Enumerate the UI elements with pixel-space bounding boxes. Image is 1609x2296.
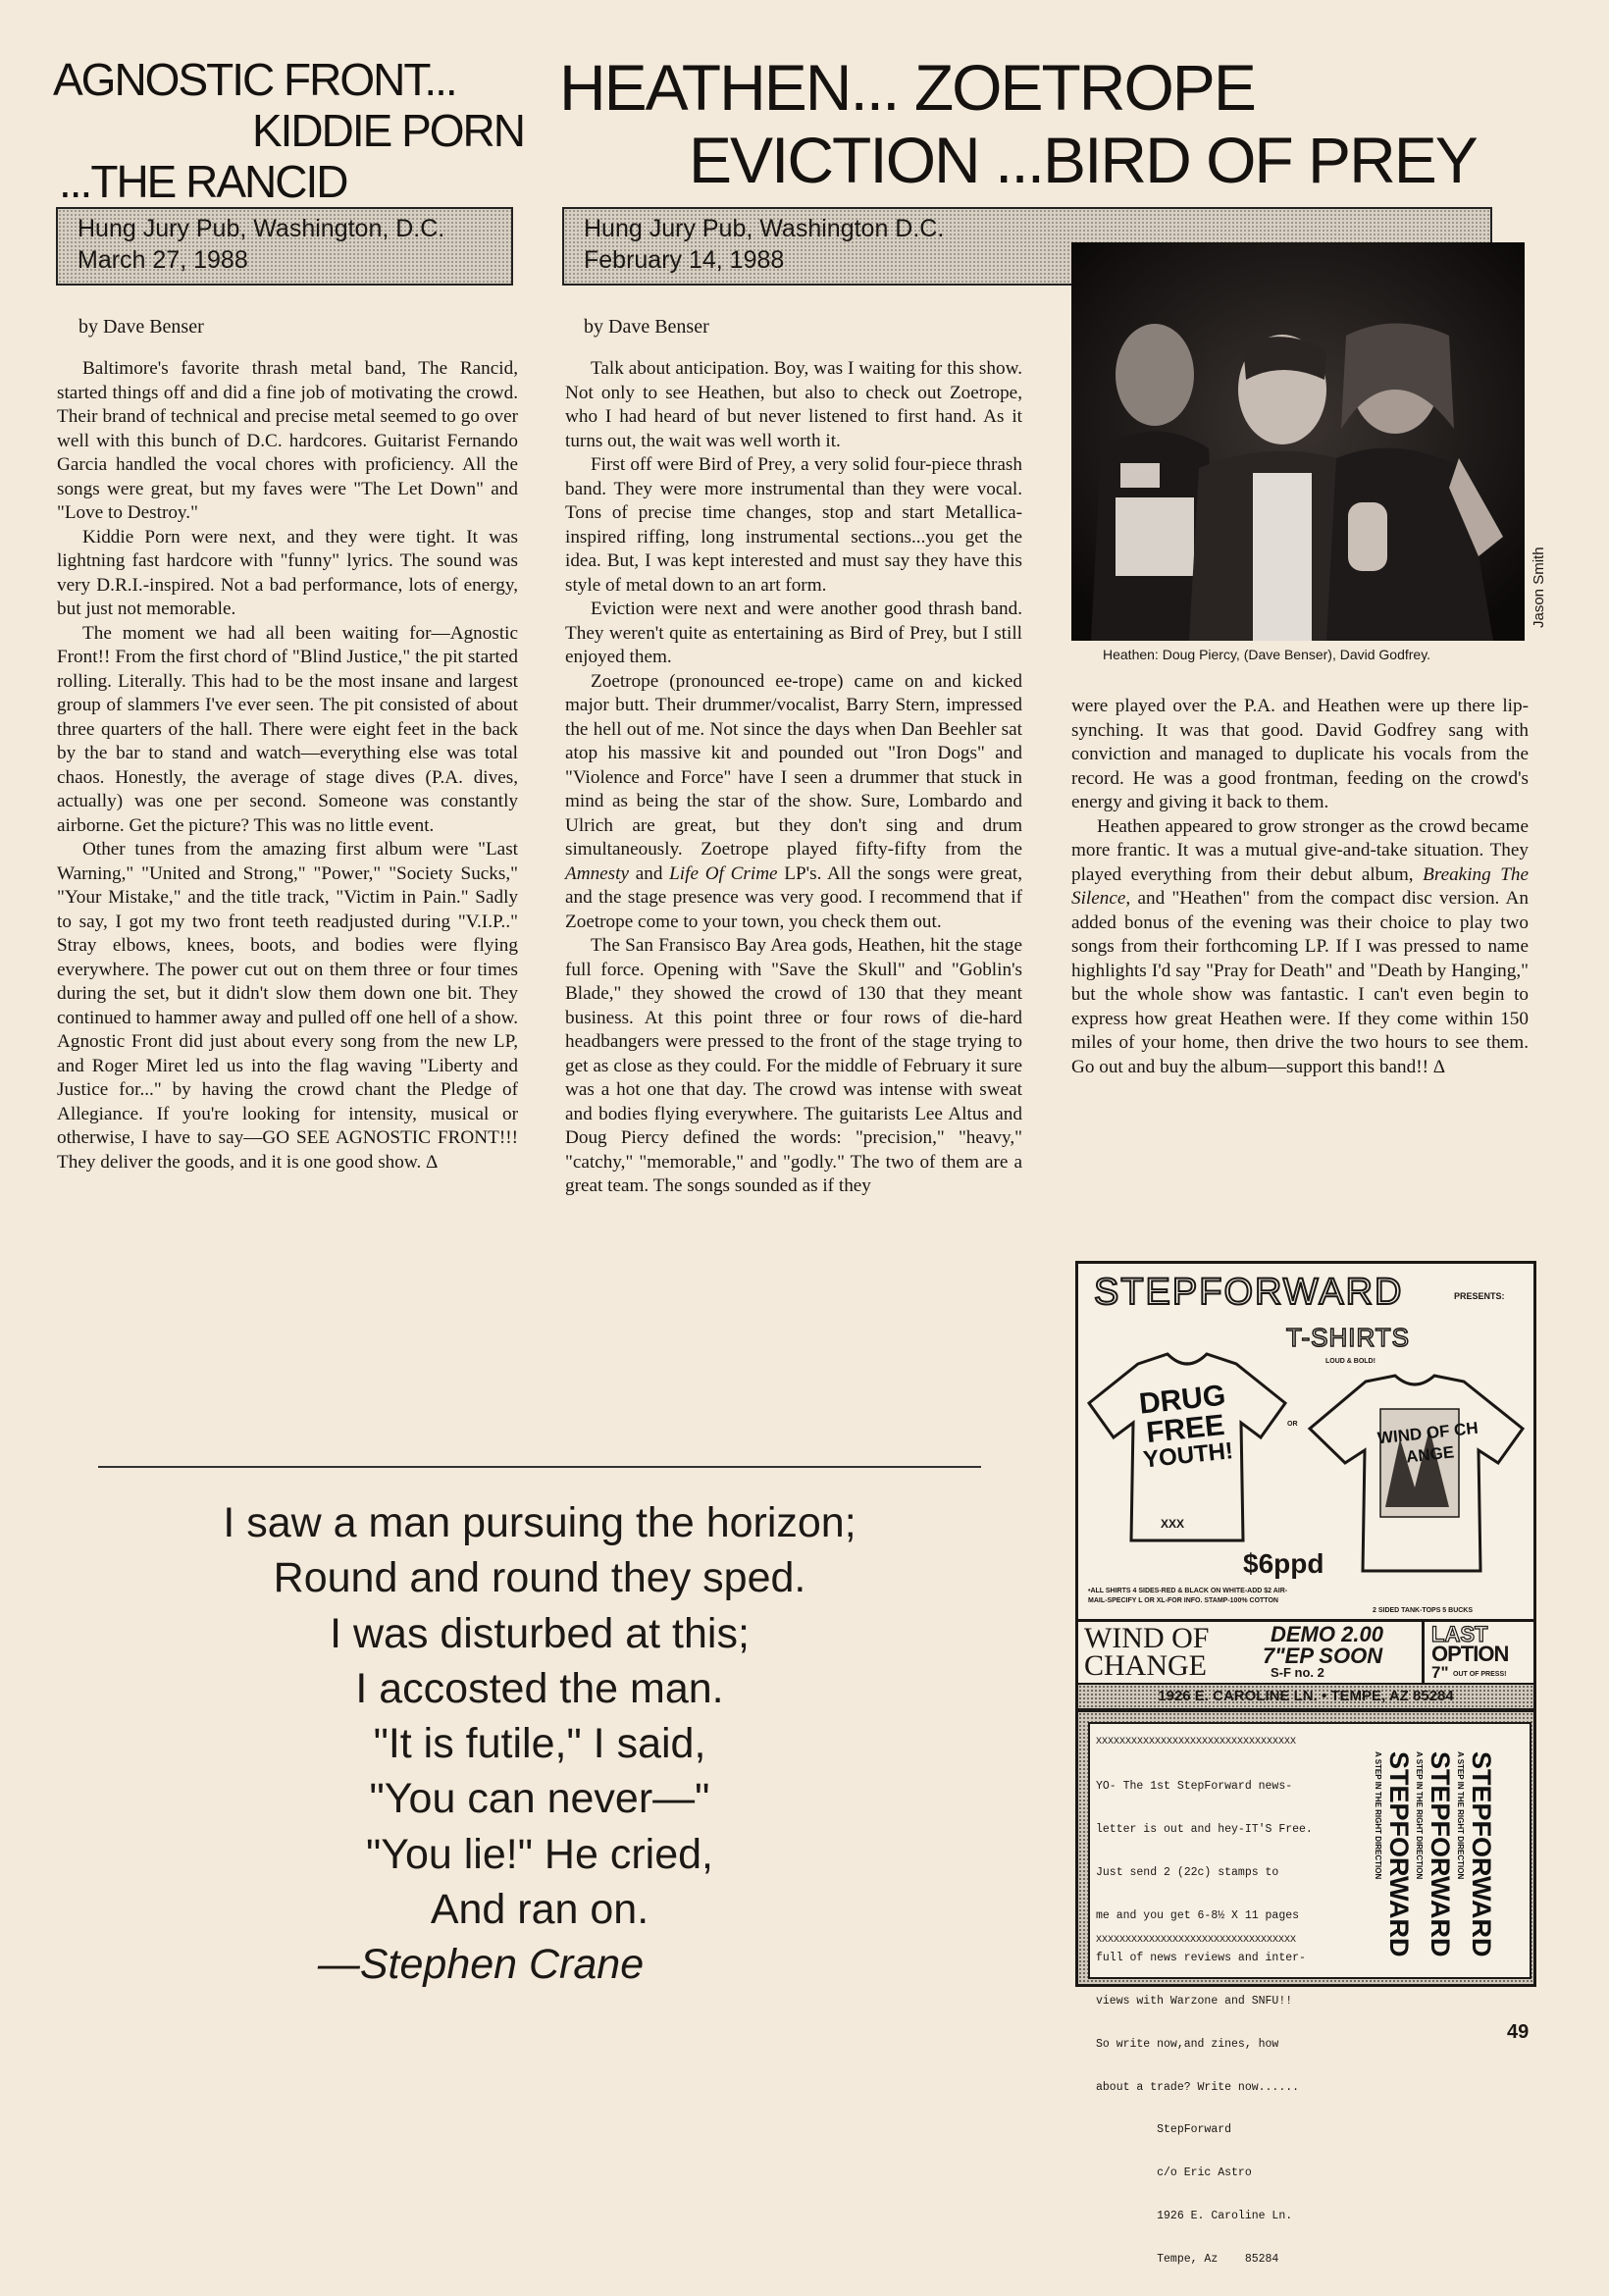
ad-music-band — [1078, 1619, 1533, 1712]
vertical-logo-1: STEPFORWARD — [1467, 1751, 1496, 1957]
ad-last: LAST — [1431, 1622, 1488, 1646]
newsletter-line: So write now,and zines, how — [1096, 2037, 1279, 2051]
ad-ep-soon: 7"EP SOON — [1263, 1644, 1383, 1668]
ad-or: OR — [1287, 1421, 1298, 1428]
right-paragraph — [1071, 815, 1529, 1080]
ad-sf-no: S-F no. 2 — [1271, 1665, 1324, 1680]
newsletter-text — [1096, 1751, 1313, 2296]
mid-paragraph: Eviction were next and were another good thrash band. They weren't quite as entertaining as Bird of Prey, but I still enjoyed them. — [565, 599, 1022, 667]
left-paragraph: The moment we had all been waiting for—Agnostic Front!! From the first chord of "Blind Justice," the pit started rolling. Literally. This had to be the most insane and largest group of slammers I've ever seen. The pit consisted of about three quarters of the hall. There were eight feet in the back by the bar to stand and watch—everything else was total chaos. Honestly, the average of stage dives (P.A. dives, actually) was one per second. Someone was constantly airborne. Get the picture? This was no little event. — [57, 622, 518, 836]
newsletter-line: full of news reviews and inter- — [1096, 1952, 1306, 1965]
vertical-logo-2: STEPFORWARD — [1426, 1751, 1455, 1957]
poem-line: I saw a man pursuing the horizon; — [223, 1499, 856, 1546]
album-breaking-the-silence: Breaking The Silence, — [1071, 863, 1530, 909]
right-p2-text-a: Heathen appeared to grow stronger as the crowd became more frantic. It was a mutual give-and-take situation. They played everything from their debut album, — [1071, 815, 1529, 885]
left-venue: Hung Jury Pub, Washington, D.C. — [78, 215, 445, 242]
shirt1-text — [1127, 1380, 1243, 1473]
ad-tshirts-label: T-SHIRTS — [1286, 1323, 1410, 1352]
newsletter-line: about a trade? Write now...... — [1096, 2080, 1300, 2094]
vertical-logo-3: STEPFORWARD — [1384, 1751, 1414, 1957]
newsletter-line: StepForward — [1096, 2123, 1232, 2137]
stepforward-ad — [1075, 1261, 1536, 1712]
left-headline-line-3: ...THE RANCID — [59, 156, 347, 207]
poem-line: Round and round they sped. — [273, 1554, 806, 1602]
ad-out-of-press: OUT OF PRESS! — [1453, 1671, 1507, 1678]
ad-loud-bold: LOUD & BOLD! — [1325, 1358, 1375, 1365]
newsletter-line: Tempe, Az 85284 — [1096, 2252, 1279, 2266]
ad-change: CHANGE — [1084, 1649, 1207, 1682]
left-paragraph: Baltimore's favorite thrash metal band, The Rancid, started things off and did a fine job of motivating the crowd. Their brand of technical and precise metal seemed to go over well with this bunch of D.C. hardcores. Guitarist Fernando Garcia handled the vocal chores with proficiency. All the songs were great, but my faves were "The Let Down" and "Love to Destroy." — [57, 358, 518, 523]
newsletter-line: YO- The 1st StepForward news- — [1096, 1780, 1293, 1794]
ad-fine-print-2: MAIL-SPECIFY L OR XL-FOR INFO. STAMP-100% COTTON — [1088, 1597, 1278, 1604]
left-headline-line-1: AGNOSTIC FRONT... — [53, 54, 456, 105]
mid-paragraph — [565, 670, 1022, 935]
mid-p4-text-b: LP's. All the songs were great, and the stage presence was very good. I recommend that if Zoetrope come to your town, you check them out. — [565, 862, 1022, 932]
newsletter-line: views with Warzone and SNFU!! — [1096, 1995, 1293, 2009]
ad-brand-title: STEPFORWARD — [1094, 1272, 1404, 1313]
left-byline: by Dave Benser — [78, 316, 204, 338]
right-article-col-2 — [1071, 695, 1529, 1079]
ad-wind-of: WIND OF — [1084, 1622, 1210, 1654]
vertical-slogan-1: A STEP IN THE RIGHT DIRECTION — [1456, 1751, 1465, 1880]
newsletter-line: 1926 E. Caroline Ln. — [1096, 2210, 1293, 2222]
right-headline-line-1: HEATHEN... ZOETROPE — [559, 51, 1255, 124]
ad-last-option-divider — [1422, 1622, 1425, 1683]
vertical-slogan-3: A STEP IN THE RIGHT DIRECTION — [1374, 1751, 1382, 1880]
poem-line: And ran on. — [430, 1886, 649, 1934]
photo-credit: Jason Smith — [1531, 547, 1547, 628]
ad-fine-print-1: •ALL SHIRTS 4 SIDES-RED & BLACK ON WHITE-ADD $2 AIR- — [1088, 1588, 1288, 1594]
ad-seven: 7" — [1431, 1663, 1449, 1682]
poem-line: "It is futile," I said, — [373, 1720, 706, 1768]
poem — [88, 1495, 991, 1993]
ad-demo: DEMO 2.00 — [1271, 1622, 1383, 1646]
poem-author: —Stephen Crane — [317, 1941, 645, 1989]
left-date: March 27, 1988 — [78, 246, 248, 274]
newsletter-line: Just send 2 (22c) stamps to — [1096, 1865, 1279, 1879]
mid-paragraph: First off were Bird of Prey, a very solid four-piece thrash band. They were more instrumental than they were vocal. Tons of precise time changes, stop and start Metallica-inspired riffing, long instrumental sections...you get the idea. But, I was kept interested and must say they have this style of metal down to an art form. — [565, 454, 1022, 596]
right-paragraph: were played over the P.A. and Heathen were up there lip-synching. It was that good. David Godfrey sang with conviction and managed to duplicate his vocals from the record. He was a good frontman, feeding on the crowd's energy and giving it back to them. — [1071, 696, 1529, 812]
shirt1-line: FREE — [1144, 1408, 1226, 1450]
right-p2-text-b: and "Heathen" from the compact disc version. An added bonus of the evening was their choice to play two songs from their forthcoming LP. If I was pressed to name highlights I'd say "Pray for Death" and "Death by Hanging," but the whole show was fantastic. I can't even begin to express how great Heathen were. If they come within 150 miles of your home, then drive the two hours to see them. Go out and buy the album—support this band!! Δ — [1071, 888, 1529, 1077]
left-venue-box — [56, 207, 513, 286]
ad-address: 1926 E. CAROLINE LN. • TEMPE, AZ 85284 — [1078, 1683, 1533, 1711]
left-headline — [53, 54, 524, 207]
mid-paragraph: The San Fransisco Bay Area gods, Heathen, hit the stage full force. Opening with "Save the Skull" and "Goblin's Blade," they showed the crowd of 130 that they meant business. At this point three or four rows of die-hard headbangers were pressed to the front of the stage trying to get as close as they could. For the middle of February it sure was a hot one that day. The crowd was intense with sweat and bodies flying everywhere. The guitarists Lee Altus and Doug Piercy defined the words: "precision," "heavy," "catchy," "memorable," and "godly." The two of them are a great team. The songs sounded as if they — [565, 935, 1022, 1196]
newsletter-line: me and you get 6-8½ X 11 pages — [1096, 1908, 1300, 1922]
left-article-body — [57, 357, 518, 1174]
ad-price: $6ppd — [1243, 1548, 1324, 1579]
shirt1-xxx: XXX — [1161, 1517, 1185, 1531]
page-number: 49 — [1507, 2021, 1530, 2043]
shirt2-label: WIND OF CHANGE — [1376, 1418, 1479, 1467]
ad-tank-tops: 2 SIDED TANK-TOPS 5 BUCKS — [1373, 1607, 1474, 1614]
newsletter-x-row-bottom: XXXXXXXXXXXXXXXXXXXXXXXXXXXXXXXXXX — [1096, 1935, 1297, 1946]
newsletter-x-row-top: XXXXXXXXXXXXXXXXXXXXXXXXXXXXXXXXXX — [1096, 1737, 1297, 1748]
left-paragraph: Other tunes from the amazing first album were "Last Warning," "United and Strong," "Power," "Society Sucks," "Your Mistake," and the title track, "Victim in Pain." Sadly to say, I got my two front teeth readjusted during "V.I.P.." Stray elbows, knees, boots, and bodies were flying everywhere. The power cut out on them three or four times during the set, but it didn't slow them down one bit. They continued to hammer away and pulled off one hell of a show. Agnostic Front did just about every song from the new LP, and Roger Miret led us into the flag waving "Liberty and Justice for..." by having the crowd chant the Pledge of Allegiance. If you're looking for intensity, musical or otherwise, I have to say—GO SEE AGNOSTIC FRONT!!! They deliver the goods, and it is one good show. Δ — [57, 839, 518, 1173]
ad-presents: PRESENTS: — [1454, 1291, 1505, 1301]
photo-caption: Heathen: Doug Piercy, (Dave Benser), David Godfrey. — [1103, 647, 1431, 662]
vertical-slogan-2: A STEP IN THE RIGHT DIRECTION — [1415, 1751, 1424, 1880]
album-life-of-crime: Life Of Crime — [669, 862, 778, 884]
section-divider — [98, 1466, 981, 1468]
album-amnesty: Amnesty — [565, 862, 630, 884]
band-photo-image — [1071, 242, 1525, 641]
shirt1-line: YOUTH! — [1141, 1437, 1235, 1474]
newsletter-line: letter is out and hey-IT'S Free. — [1096, 1822, 1313, 1836]
poem-line: "You lie!" He cried, — [365, 1830, 713, 1878]
left-paragraph: Kiddie Porn were next, and they were tight. It was lightning fast hardcore with "funny" lyrics. The sound was very D.R.I.-inspired. Not a bad performance, lots of energy, but just not memorable. — [57, 526, 518, 619]
shirt1-line: DRUG — [1137, 1379, 1227, 1421]
right-headline-line-2: EVICTION ...BIRD OF PREY — [689, 124, 1477, 196]
poem-line: I accosted the man. — [355, 1664, 724, 1712]
mid-p4-text-a: Zoetrope (pronounced ee-trope) came on and kicked major butt. Their drummer/vocalist, Barry Stern, impressed the hell out of me. Not since the days when Dan Beehler sat atop his massive kit and pounded out "Iron Dogs" and "Violence and Force" have I seen a drummer that stuck in mind as being the star of the show. Sure, Lombardo and Ulrich are great, but they don't sing and drum simultaneously. Zoetrope played fifty-fifty from the — [565, 670, 1022, 860]
ad-option: OPTION — [1431, 1642, 1509, 1666]
right-venue: Hung Jury Pub, Washington D.C. — [584, 215, 945, 242]
poem-line: "You can never—" — [369, 1775, 710, 1823]
left-headline-line-2: KIDDIE PORN — [251, 105, 524, 156]
mid-paragraph: Talk about anticipation. Boy, was I waiting for this show. Not only to see Heathen, but also to check out Zoetrope, who I had heard of but never listened to first hand. As it turns out, the wait was well worth it. — [565, 358, 1022, 451]
poem-line: I was disturbed at this; — [330, 1609, 750, 1657]
wind-of-change-shirt — [1302, 1370, 1530, 1576]
right-date: February 14, 1988 — [584, 246, 785, 274]
mid-p4-and: and — [629, 862, 670, 884]
newsletter-line: c/o Eric Astro — [1096, 2166, 1252, 2180]
band-photo — [1071, 242, 1525, 641]
right-article-col-1 — [565, 357, 1022, 1199]
right-byline: by Dave Benser — [584, 316, 709, 338]
